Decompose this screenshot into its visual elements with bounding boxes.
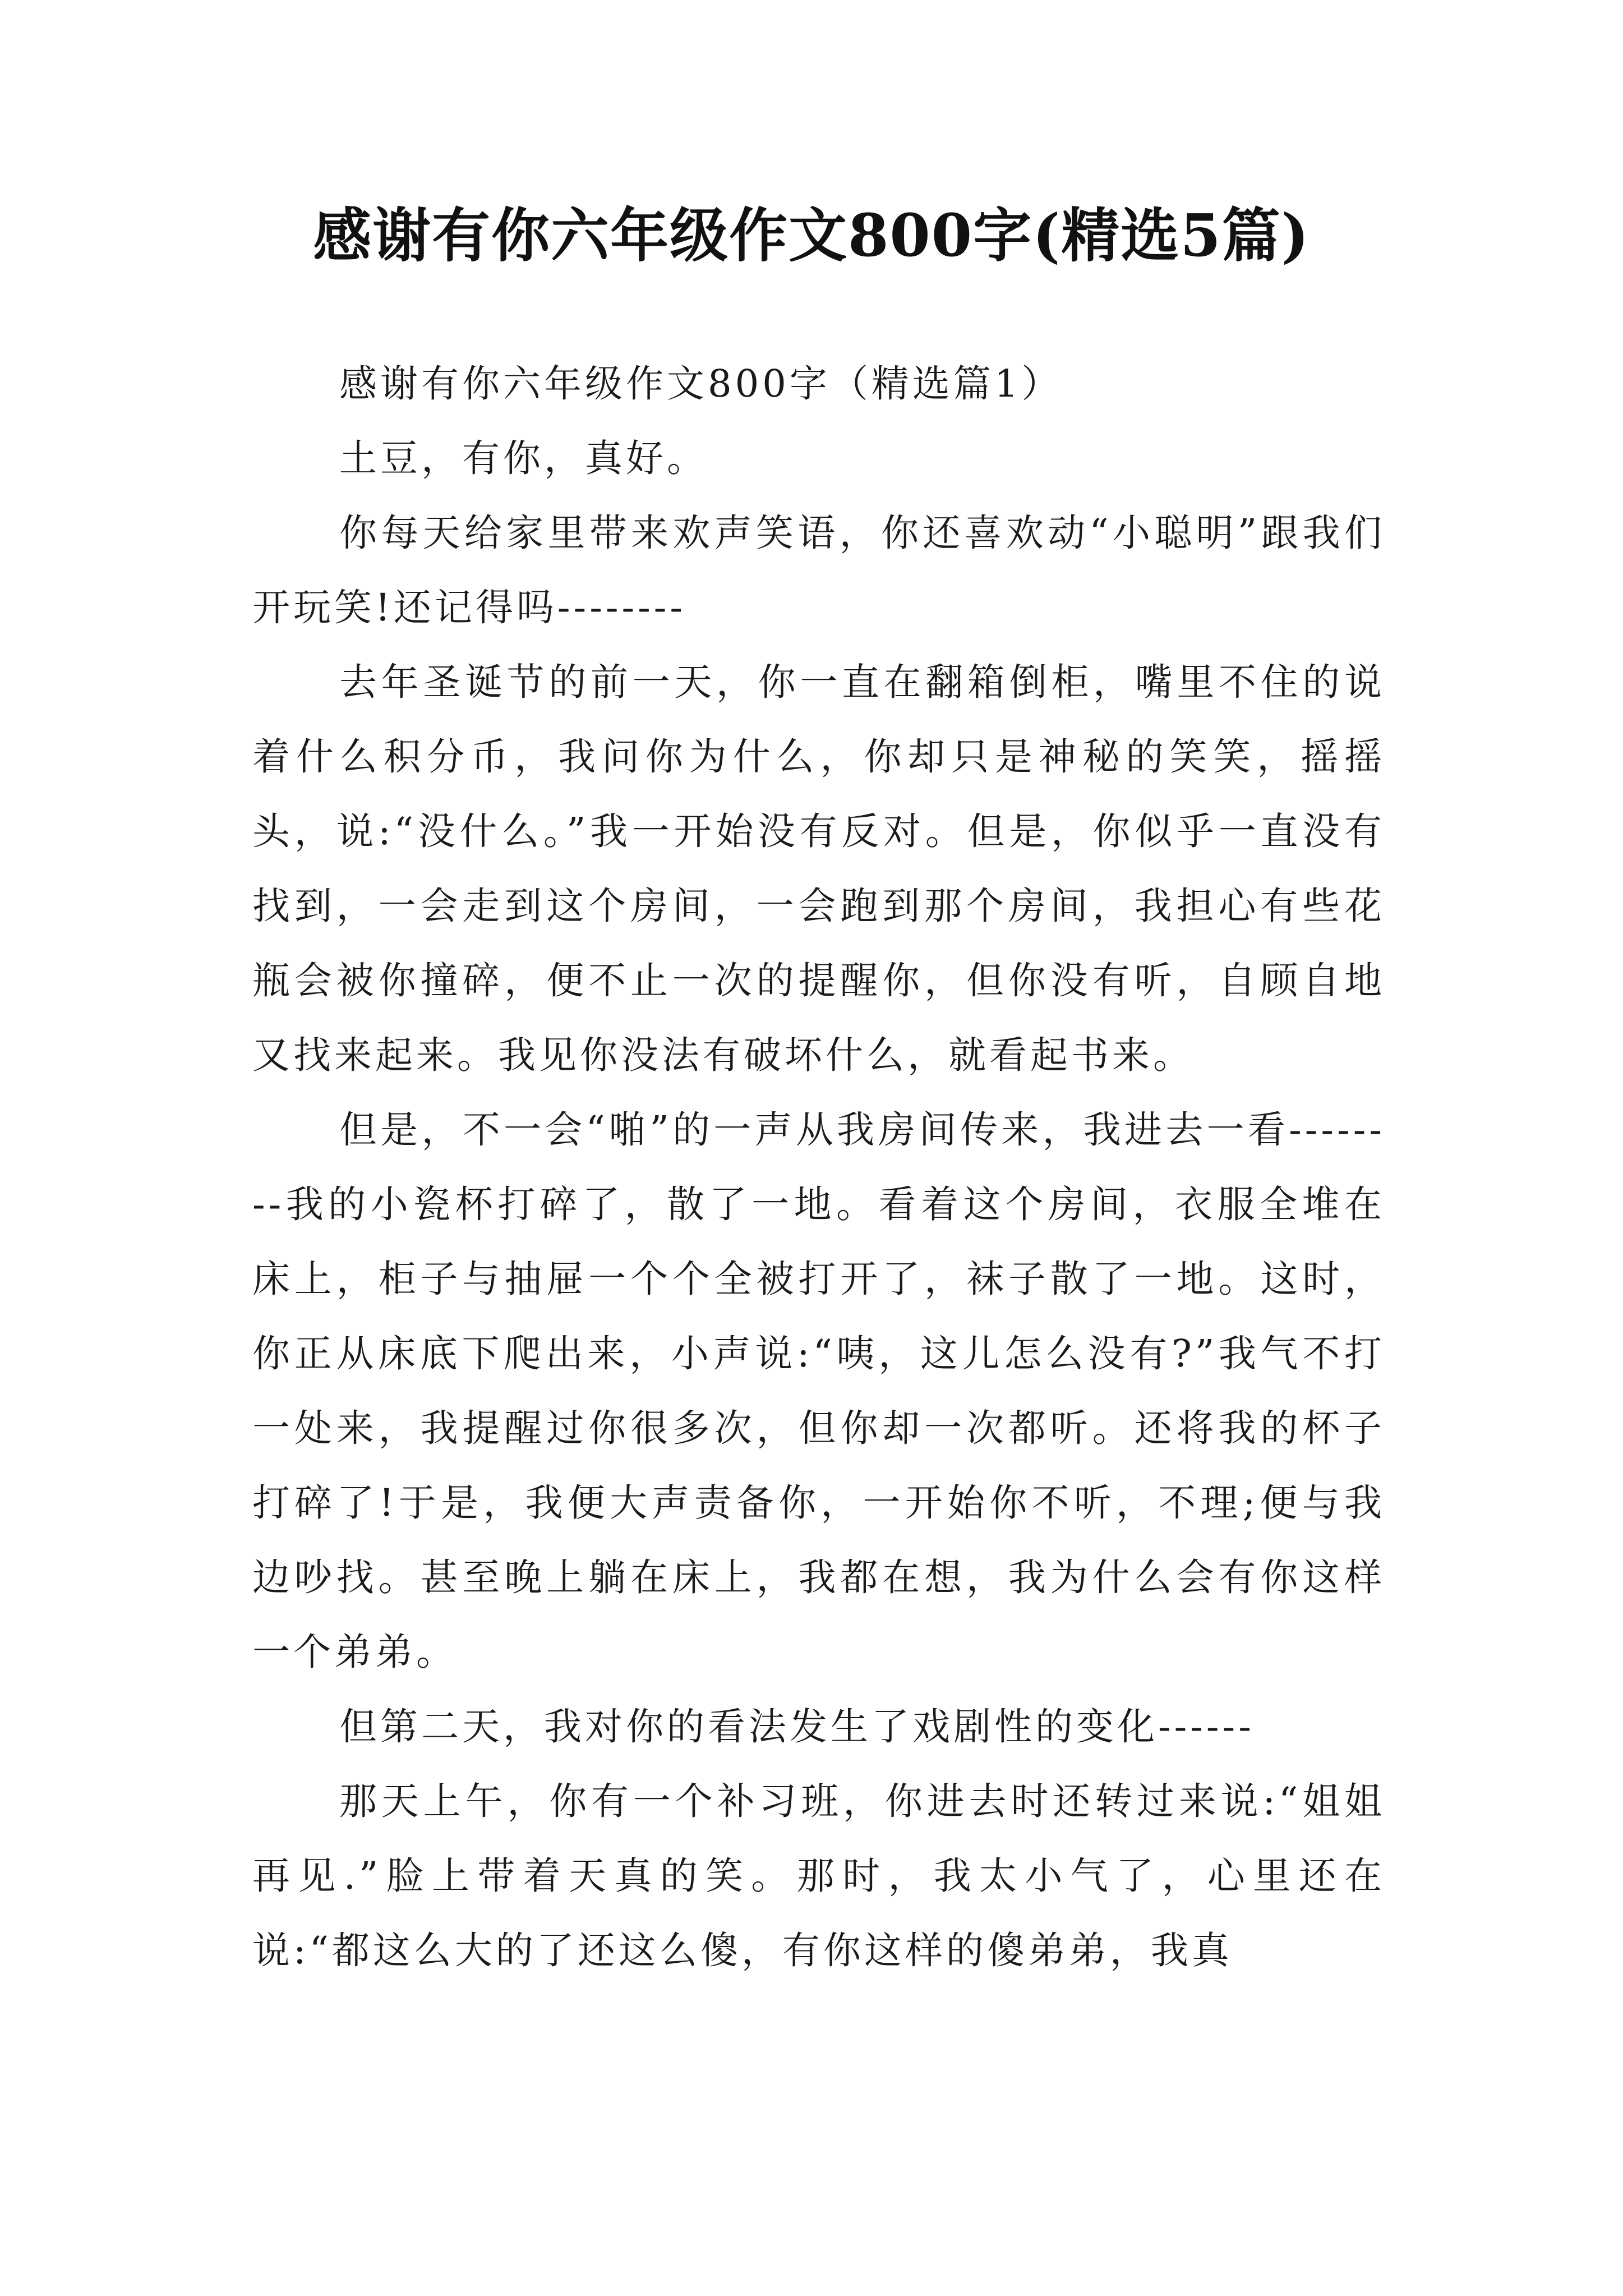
body-paragraph: 但第二天，我对你的看法发生了戏剧性的变化------ (339, 1705, 1255, 1749)
body-paragraph: 那天上午，你有一个补习班，你进去时还转过来说:“姐姐再见.”脸上带着天真的笑。那时，我太小气了，心里还在说:“都这么大的了还这么傻，有你这样的傻弟弟，我真 (252, 1779, 1385, 1972)
document-title: 感谢有你六年级作文800字(精选5篇) (313, 201, 1310, 270)
section-heading: 感谢有你六年级作文800字（精选篇1） (339, 362, 1063, 406)
document-body (252, 347, 1385, 1988)
body-paragraph: 去年圣诞节的前一天，你一直在翻箱倒柜，嘴里不住的说着什么积分币，我问你为什么，你却只是神秘的笑笑，摇摇头，说:“没什么。”我一开始没有反对。但是，你似乎一直没有找到，一会走到这个房间，一会跑到那个房间，我担心有些花瓶会被你撞碎，便不止一次的提醒你，但你没有听，自顾自地又找来起来。我见你没法有破坏什么，就看起书来。 (252, 660, 1385, 1077)
body-paragraph: 你每天给家里带来欢声笑语，你还喜欢动“小聪明”跟我们开玩笑!还记得吗-------- (252, 511, 1385, 629)
body-paragraph: 但是，不一会“啪”的一声从我房间传来，我进去一看--------我的小瓷杯打碎了，散了一地。看着这个房间，衣服全堆在床上，柜子与抽屉一个个全被打开了，袜子散了一地。这时，你正从床底下爬出来，小声说:“咦，这儿怎么没有?”我气不打一处来，我提醒过你很多次，但你却一次都听。还将我的杯子打碎了!于是，我便大声责备你，一开始你不听，不理;便与我边吵找。甚至晚上躺在床上，我都在想，我为什么会有你这样一个弟弟。 (252, 1108, 1385, 1674)
body-paragraph: 土豆，有你，真好。 (339, 436, 708, 480)
